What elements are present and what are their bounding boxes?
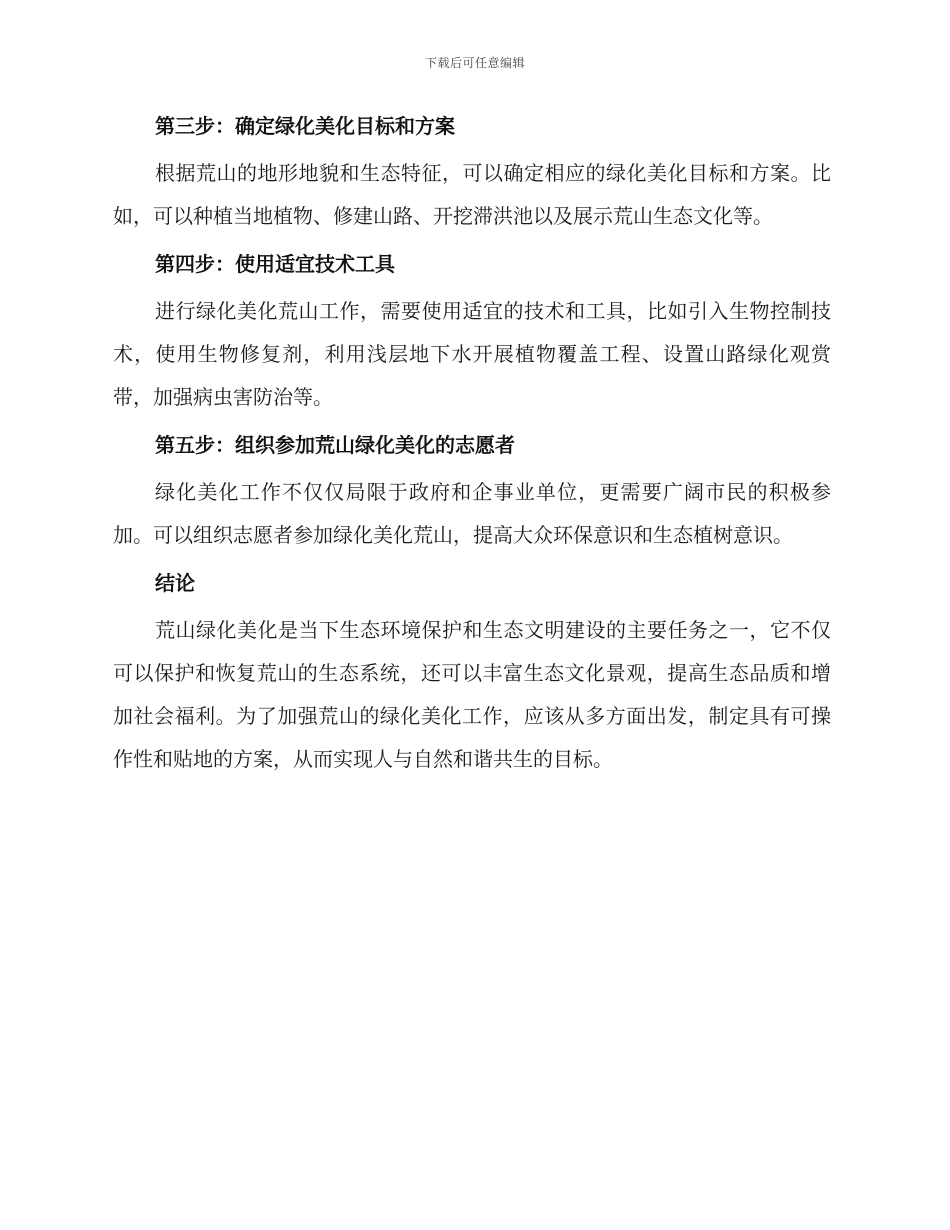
section-heading: 第五步：组织参加荒山绿化美化的志愿者: [155, 433, 515, 457]
document-body: [113, 110, 831, 791]
section-step-four: [113, 248, 831, 419]
section-heading: 第四步：使用适宜技术工具: [155, 252, 395, 276]
page-header: 下载后可任意编辑: [424, 56, 525, 70]
section-heading: 第三步：确定绿化美化目标和方案: [155, 114, 455, 138]
section-paragraph: 根据荒山的地形地貌和生态特征，可以确定相应的绿化美化目标和方案。比如，可以种植当地植物、修建山路、开挖滞洪池以及展示荒山生态文化等。: [113, 161, 831, 228]
section-paragraph: 进行绿化美化荒山工作，需要使用适宜的技术和工具，比如引入生物控制技术，使用生物修复剂，利用浅层地下水开展植物覆盖工程、设置山路绿化观赏带，加强病虫害防治等。: [113, 299, 831, 409]
section-step-three: [113, 110, 831, 238]
section-paragraph: 绿化美化工作不仅仅局限于政府和企事业单位，更需要广阔市民的积极参加。可以组织志愿者参加绿化美化荒山，提高大众环保意识和生态植树意识。: [113, 480, 831, 547]
section-conclusion: [113, 567, 831, 781]
section-paragraph: 荒山绿化美化是当下生态环境保护和生态文明建设的主要任务之一，它不仅可以保护和恢复荒山的生态系统，还可以丰富生态文化景观，提高生态品质和增加社会福利。为了加强荒山的绿化美化工作，应该从多方面出发，制定具有可操作性和贴地的方案，从而实现人与自然和谐共生的目标。: [113, 618, 831, 771]
section-step-five: [113, 429, 831, 557]
section-heading: 结论: [155, 571, 195, 595]
